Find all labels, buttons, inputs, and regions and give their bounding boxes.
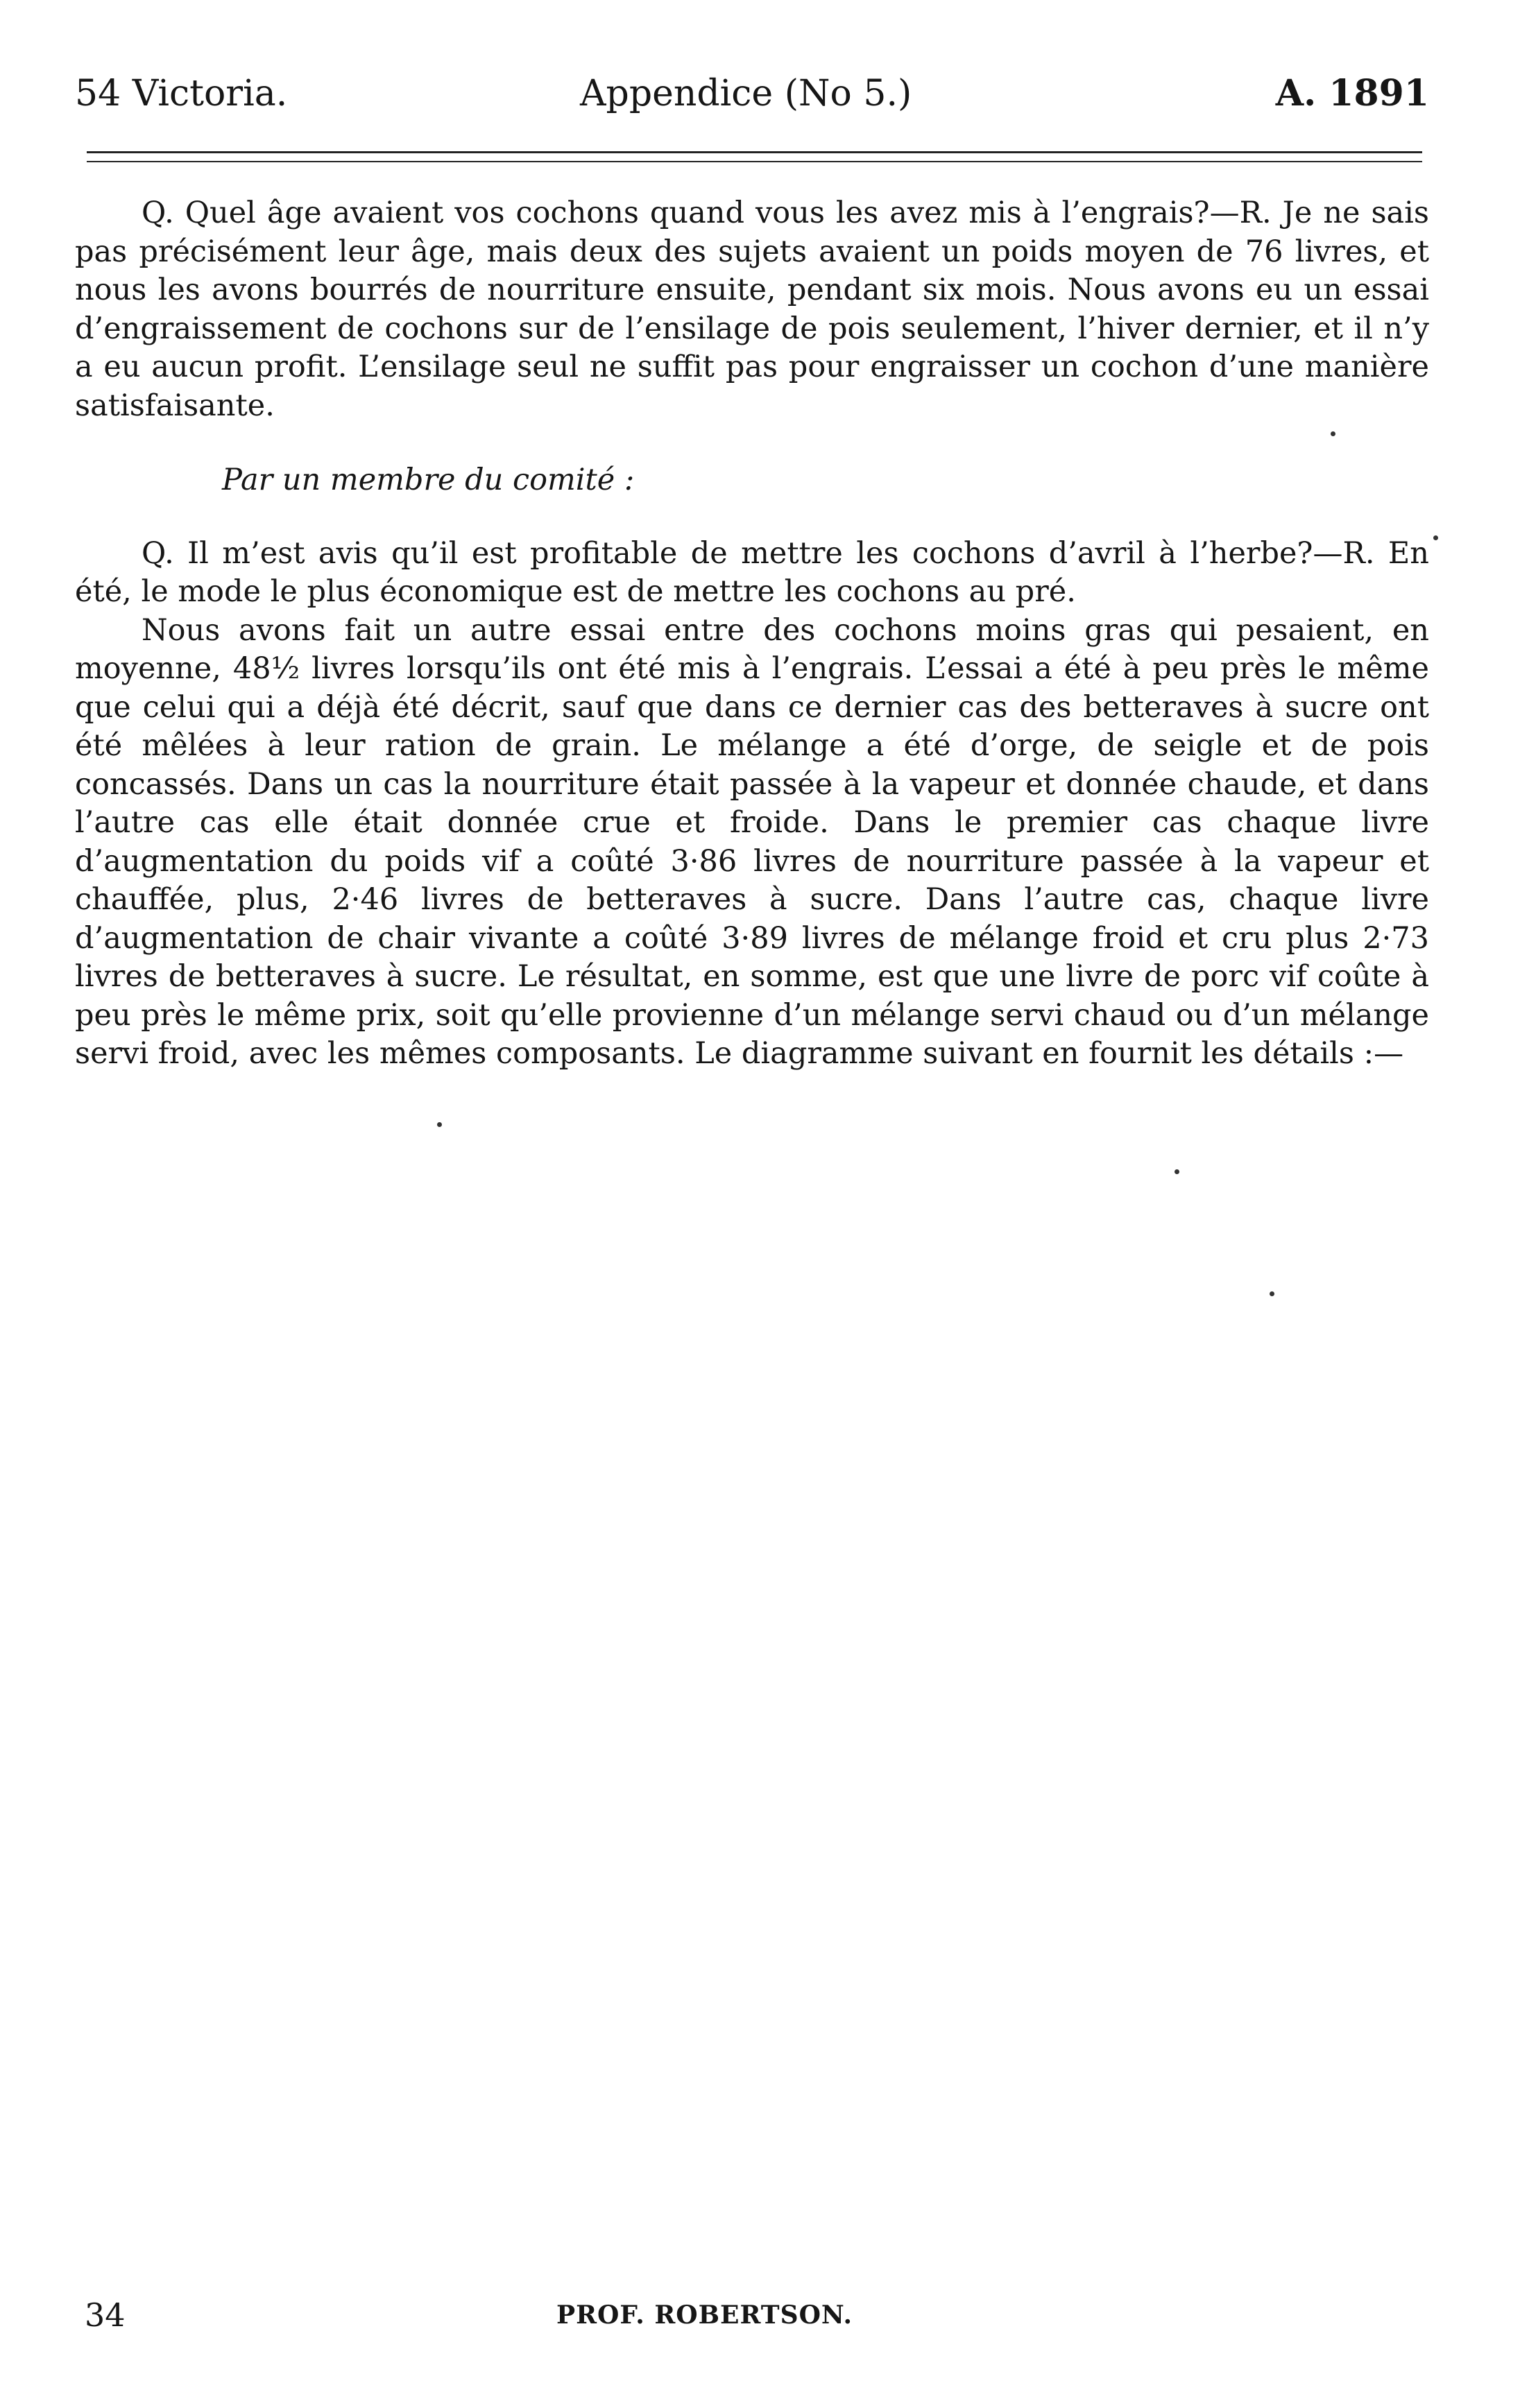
body-text [75,194,1429,1074]
header-appendix: Appendice (No 5.) [580,73,912,114]
page-footer [85,2294,1429,2336]
paragraph-question-grass: Q. Il m’est avis qu’il est profitable de mettre les cochons d’avril à l’herbe?—R. En été, le mode le plus économique est de mettre les cochons au pré. [75,535,1429,609]
committee-member-subheading: Par un membre du comité : [222,463,635,497]
scan-speck [1270,1291,1274,1296]
scan-speck [1175,1169,1179,1174]
paragraph-question-age: Q. Quel âge avaient vos cochons quand vous les avez mis à l’engrais?—R. Je ne sais pas précisément leur âge, mais deux des sujets avaient un poids moyen de 76 livres, et nous les avons bourrés de nourriture ensuite, pendant six mois. Nous avons eu un essai d’engraissement de cochons sur de l’ensilage de pois seulement, l’hiver dernier, et il n’y a eu aucun profit. L’ensilage seul ne suffit pas pour engraisser un cochon d’une manière satisfaisante. [75,196,1429,423]
header-rule-bottom [87,161,1422,162]
footer-author: PROF. ROBERTSON. [556,2300,853,2330]
page-number: 34 [85,2296,126,2334]
scan-speck [437,1122,442,1127]
header-volume: 54 Victoria. [75,73,288,114]
scan-speck [1331,431,1335,436]
header-rule-top [87,151,1422,153]
header-year: A. 1891 [1275,72,1429,114]
running-header [75,69,1429,118]
paragraph-feeding-trial: Nous avons fait un autre essai entre des cochons moins gras qui pesaient, en moyenne, 48½ livres lorsqu’ils ont été mis à l’engrais. L’essai a été à peu près le même que celui qui a déjà été décrit, sauf que dans ce dernier cas des betteraves à sucre ont été mêlées à leur ration de grain. Le mélange a été d’orge, de seigle et de pois concassés. Dans un cas la nourriture était passée à la vapeur et donnée chaude, et dans l’autre cas elle était donnée crue et froide. Dans le premier cas chaque livre d’augmentation du poids vif a coûté 3·86 livres de nourriture passée à la vapeur et chauffée, plus, 2·46 livres de betteraves à sucre. Dans l’autre cas, chaque livre d’augmentation de chair vivante a coûté 3·89 livres de mélange froid et cru plus 2·73 livres de betteraves à sucre. Le résultat, en somme, est que une livre de porc vif coûte à peu près le même prix, soit qu’elle provienne d’un mélange servi chaud ou d’un mélange servi froid, avec les mêmes composants. Le diagramme suivant en fournit les détails :— [75,612,1429,1071]
scan-speck [1433,535,1438,540]
